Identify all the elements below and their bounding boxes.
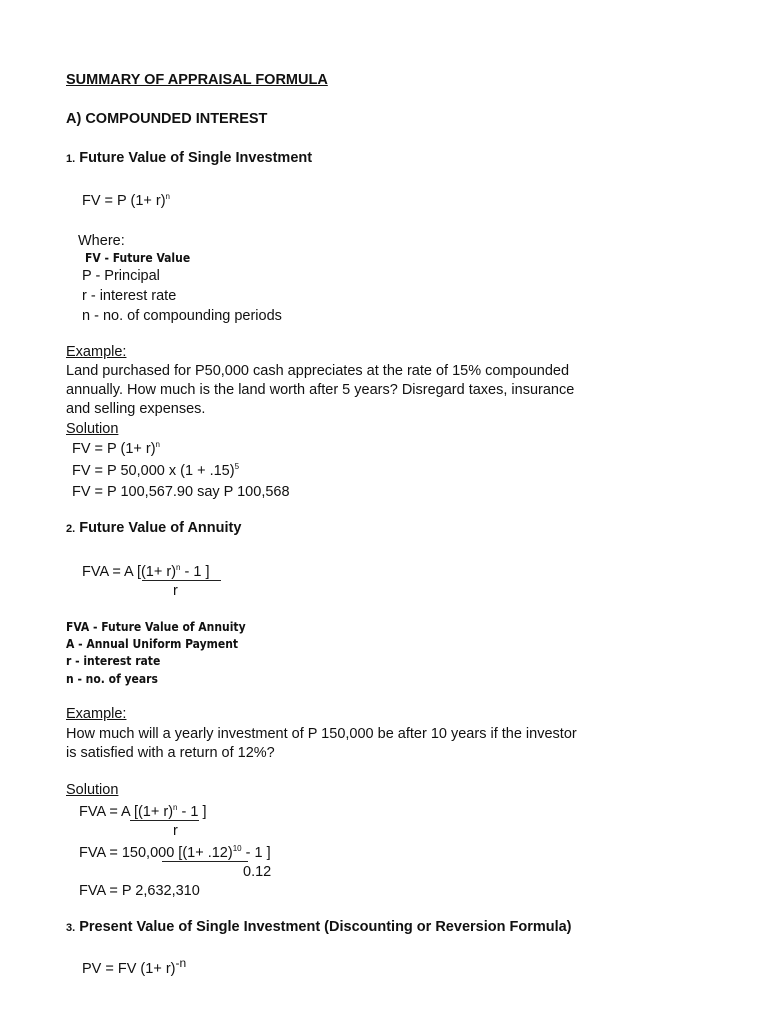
s2-sol1-num-end: - bbox=[177, 804, 191, 820]
s1-example-line: Land purchased for P50,000 cash appreciates at the rate of 15% compounded bbox=[66, 363, 570, 379]
s1-def-fv: FV - Future Value bbox=[85, 251, 191, 265]
s2-def-fva: FVA - Future Value of Annuity bbox=[66, 620, 246, 634]
s1-example-line: annually. How much is the land worth after 5 years? Disregard taxes, insurance bbox=[66, 382, 575, 398]
s1-def-r: r - interest rate bbox=[82, 288, 177, 304]
page-title: SUMMARY OF APPRAISAL FORMULA bbox=[66, 72, 328, 88]
section-a-heading: A) COMPOUNDED INTEREST bbox=[66, 111, 268, 127]
s1-def-n: n - no. of compounding periods bbox=[82, 308, 282, 324]
s1-formula bbox=[82, 192, 170, 210]
s3-heading-text: Present Value of Single Investment (Discounting or Reversion Formula) bbox=[79, 919, 572, 935]
s2-sol1-left: FVA = A bbox=[79, 804, 130, 820]
s1-def-p: P - Principal bbox=[82, 268, 160, 284]
s1-sol2-base: FV = P 50,000 x (1 + .15) bbox=[72, 463, 235, 479]
s1-number: 1. bbox=[66, 153, 76, 165]
s2-sol2 bbox=[79, 844, 271, 862]
s1-example-label: Example: bbox=[66, 344, 127, 360]
s3-heading bbox=[66, 918, 572, 937]
s2-def-a: A - Annual Uniform Payment bbox=[66, 637, 239, 651]
s2-formula-num: [(1+ r) bbox=[136, 564, 177, 580]
s3-number: 3. bbox=[66, 922, 76, 934]
s2-sol1 bbox=[79, 803, 207, 821]
s1-sol1-base: FV = P (1+ r) bbox=[72, 441, 156, 457]
s2-sol1-exp: n bbox=[173, 803, 178, 813]
s3-formula-base: PV = FV (1+ r) bbox=[82, 961, 176, 977]
s3-formula-exp: -n bbox=[175, 956, 187, 971]
s1-example-line: and selling expenses. bbox=[66, 401, 206, 417]
s2-example-line: How much will a yearly investment of P 150,000 be after 10 years if the investor bbox=[66, 726, 577, 742]
s1-where: Where: bbox=[78, 233, 125, 249]
s2-formula-num-end: - 1 ] bbox=[180, 564, 210, 580]
s2-example-line: is satisfied with a return of 12%? bbox=[66, 745, 275, 761]
s2-heading bbox=[66, 519, 241, 538]
s2-solution-label: Solution bbox=[66, 782, 119, 798]
s2-sol2-right: - 1 ] bbox=[241, 845, 271, 861]
s2-def-r: r - interest rate bbox=[66, 654, 161, 668]
s2-sol1-num: [(1+ r) bbox=[129, 804, 174, 820]
s2-sol2-exp: 10 bbox=[232, 844, 242, 854]
s1-heading bbox=[66, 149, 312, 168]
s2-def-n: n - no. of years bbox=[66, 672, 158, 686]
s3-formula bbox=[82, 956, 187, 978]
s2-formula-left: FVA = A bbox=[82, 564, 137, 580]
s1-solution-label: Solution bbox=[66, 421, 119, 437]
s2-sol3: FVA = P 2,632,310 bbox=[79, 883, 200, 899]
s2-example-label: Example: bbox=[66, 706, 127, 722]
s2-sol2-num: 00 [(1+ .12) bbox=[158, 845, 233, 861]
s1-heading-text: Future Value of Single Investment bbox=[79, 150, 313, 166]
s2-sol1-right: 1 ] bbox=[190, 804, 207, 820]
s2-sol2-left: FVA = 150,0 bbox=[79, 845, 159, 861]
s1-sol1-exp: n bbox=[155, 440, 160, 450]
s1-formula-exp: n bbox=[165, 192, 170, 202]
s1-solution-step bbox=[72, 440, 160, 458]
s2-fraction-bar bbox=[142, 580, 221, 581]
s2-sol2-den: 0.12 bbox=[243, 864, 272, 880]
s2-formula-exp: n bbox=[176, 563, 181, 573]
s2-heading-text: Future Value of Annuity bbox=[79, 520, 242, 536]
s1-sol2-exp: 5 bbox=[234, 462, 240, 472]
s2-sol1-fraction-bar bbox=[130, 820, 199, 821]
s2-sol2-fraction-bar bbox=[162, 861, 248, 862]
s2-number: 2. bbox=[66, 523, 76, 535]
s1-solution-step: FV = P 100,567.90 say P 100,568 bbox=[72, 484, 290, 500]
s2-sol1-den: r bbox=[173, 823, 178, 839]
s1-formula-base: FV = P (1+ r) bbox=[82, 193, 166, 209]
s1-solution-step bbox=[72, 462, 239, 480]
s2-formula-den: r bbox=[173, 583, 178, 599]
s2-formula bbox=[82, 563, 210, 581]
